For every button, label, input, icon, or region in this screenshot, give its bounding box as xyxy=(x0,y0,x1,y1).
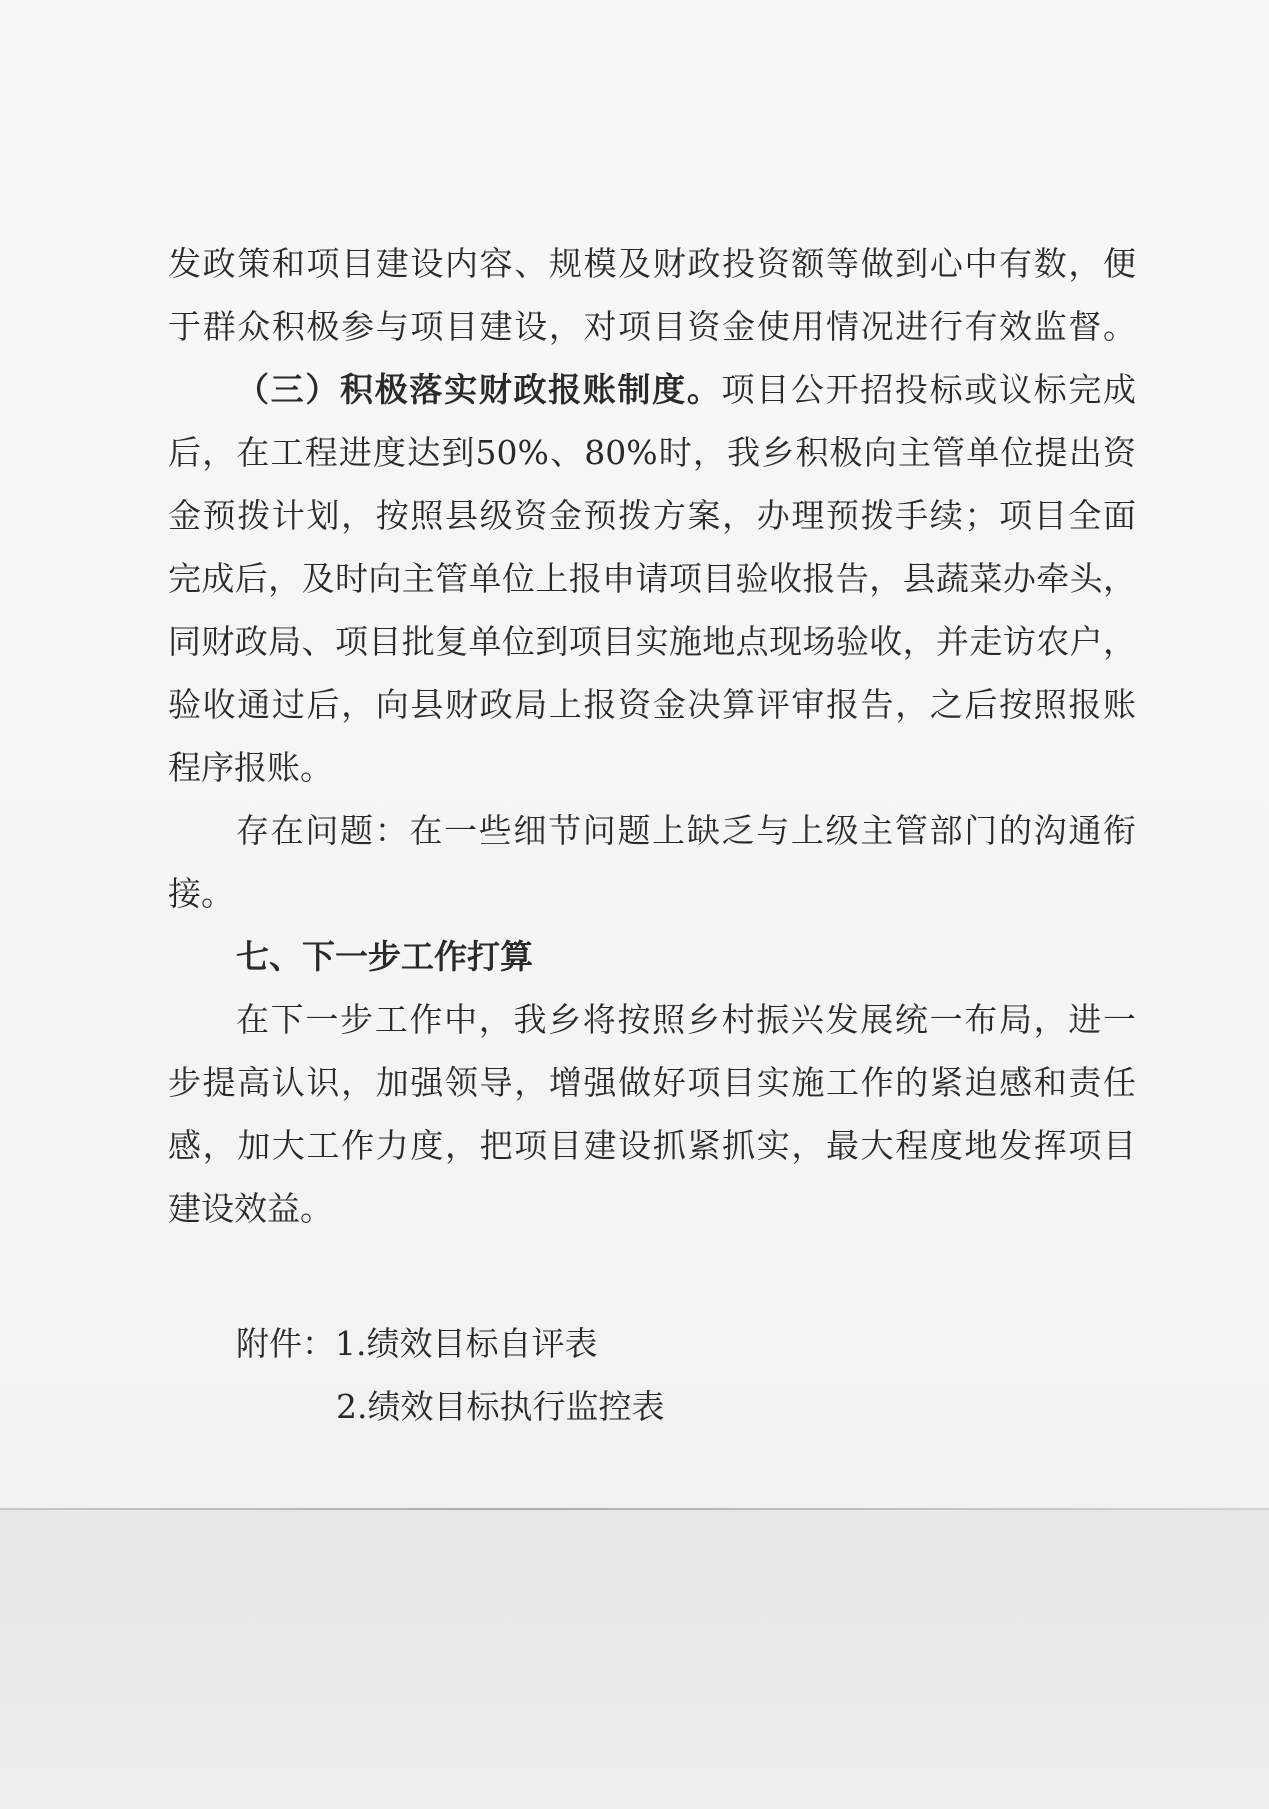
attachment-label: 附件： xyxy=(236,1324,335,1363)
attachment-title: 1.绩效目标自评表 xyxy=(335,1324,598,1363)
paragraph-line: 接。 xyxy=(168,874,234,913)
attachment-item xyxy=(168,1312,1136,1375)
paragraph-line xyxy=(168,358,1136,421)
paragraph-line: 完成后，及时向主管单位上报申请项目验收报告，县蔬菜办牵头， xyxy=(168,559,1136,598)
paragraph-line: 建设效益。 xyxy=(168,1189,333,1228)
paper-shadow xyxy=(0,1510,1269,1809)
paragraph-line: 步提高认识，加强领导，增强做好项目实施工作的紧迫感和责任 xyxy=(168,1063,1136,1102)
paragraph-line: 发政策和项目建设内容、规模及财政投资额等做到心中有数，便 xyxy=(168,244,1136,283)
paragraph-text: 项目公开招投标或议标完成 xyxy=(721,370,1136,409)
attachment-item: 2.绩效目标执行监控表 xyxy=(336,1387,665,1426)
paragraph-line: 存在问题：在一些细节问题上缺乏与上级主管部门的沟通衔 xyxy=(236,811,1136,850)
paragraph-line: 感，加大工作力度，把项目建设抓紧抓实，最大程度地发挥项目 xyxy=(168,1126,1136,1165)
document-body xyxy=(168,232,1136,1438)
paragraph-line: 验收通过后，向县财政局上报资金决算评审报告，之后按照报账 xyxy=(168,685,1136,724)
paragraph-line: 金预拨计划，按照县级资金预拨方案，办理预拨手续；项目全面 xyxy=(168,496,1136,535)
paragraph-line: 后，在工程进度达到50%、80%时，我乡积极向主管单位提出资 xyxy=(168,433,1136,472)
spacer xyxy=(168,1240,1136,1312)
section-heading: 七、下一步工作打算 xyxy=(236,937,533,976)
paragraph-line: 程序报账。 xyxy=(168,748,333,787)
paragraph-line: 于群众积极参与项目建设，对项目资金使用情况进行有效监督。 xyxy=(168,307,1136,346)
subsection-heading: （三）积极落实财政报账制度。 xyxy=(236,370,722,409)
paragraph-line: 在下一步工作中，我乡将按照乡村振兴发展统一布局，进一 xyxy=(236,1000,1136,1039)
paragraph-line: 同财政局、项目批复单位到项目实施地点现场验收，并走访农户， xyxy=(168,622,1136,661)
